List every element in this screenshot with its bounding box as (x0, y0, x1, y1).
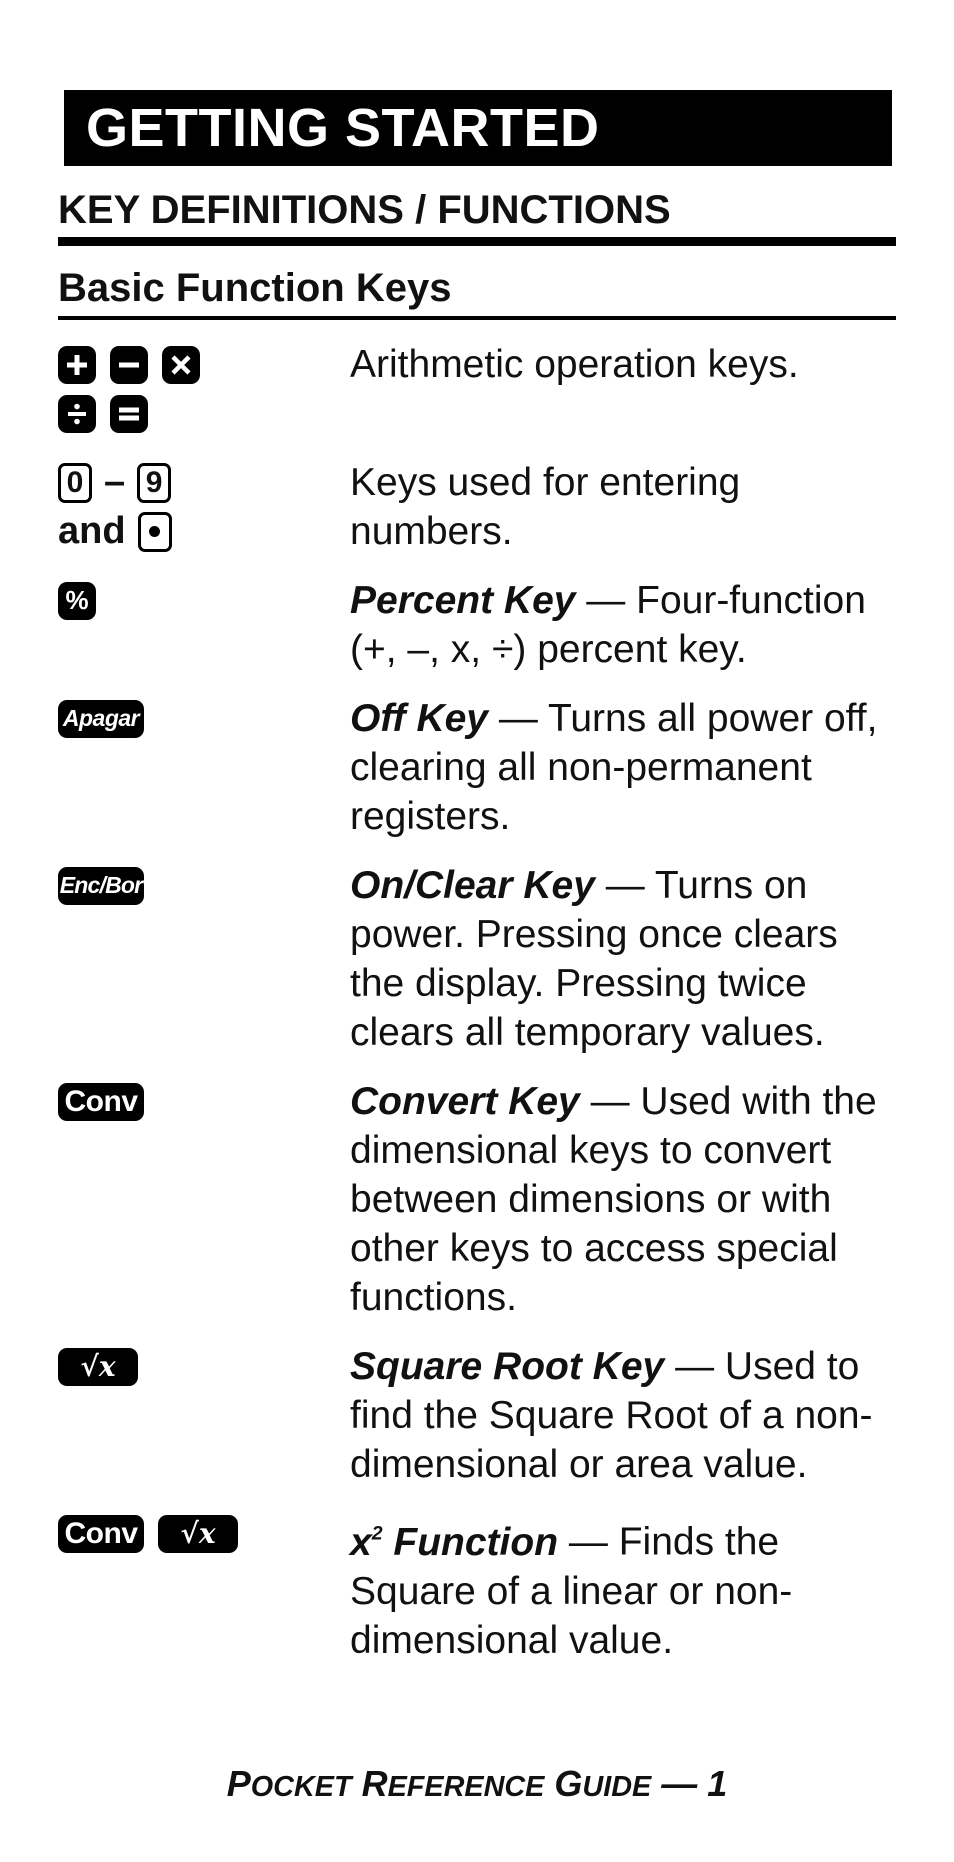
square-root-term: Square Root Key (350, 1345, 665, 1388)
arithmetic-keys (58, 340, 350, 438)
x-squared-description (350, 1509, 898, 1665)
x-squared-term-word: Function (382, 1520, 559, 1564)
convert-term: Convert Key (350, 1080, 580, 1123)
key-definitions-list (58, 340, 898, 1685)
square-root-description (350, 1342, 898, 1489)
page-footer: POCKET REFERENCE GUIDE — 1 (226, 1763, 728, 1804)
entry-arithmetic (58, 340, 898, 438)
entry-off (58, 694, 898, 841)
arithmetic-description: Arithmetic operation keys. (350, 343, 799, 386)
range-dash: – (104, 461, 126, 503)
off-term: Off Key (350, 697, 488, 740)
x-squared-exponent: 2 (371, 1522, 383, 1544)
divide-key-icon (58, 395, 96, 433)
x-squared-text: — Finds the Square of a linear or non-dimensional value. (350, 1520, 793, 1662)
entry-square-root (58, 1342, 898, 1489)
conv-key: Conv (58, 1083, 144, 1121)
section-heading: KEY DEFINITIONS / FUNCTIONS (58, 185, 896, 246)
equals-key-icon (110, 395, 148, 433)
entry-on-clear (58, 861, 898, 1057)
conv-key-combo: Conv (58, 1515, 144, 1553)
and-label: and (58, 510, 126, 552)
number-keys (58, 458, 350, 556)
multiply-key-icon (162, 346, 200, 384)
enc-bor-key: Enc/Bor (58, 867, 144, 905)
square-root-text: — Used to find the Square Root of a non-dimensional or area value. (350, 1345, 873, 1486)
off-text: — Turns all power off, clearing all non-permanent registers. (350, 697, 878, 838)
on-clear-term: On/Clear Key (350, 864, 595, 907)
subsection-heading: Basic Function Keys (58, 264, 896, 320)
entry-x-squared (58, 1509, 898, 1665)
plus-key-icon (58, 346, 96, 384)
numbers-description: Keys used for entering numbers. (350, 461, 741, 553)
sqrt-key-combo: √x (158, 1515, 238, 1553)
decimal-point-key-icon (138, 512, 172, 552)
minus-key-icon (110, 346, 148, 384)
convert-description (350, 1077, 898, 1322)
x-squared-base: x (350, 1520, 372, 1564)
page-title: GETTING STARTED (86, 98, 600, 158)
apagar-key: Apagar (58, 700, 144, 738)
percent-term: Percent Key (350, 579, 576, 622)
convert-text: — Used with the dimensional keys to convert between dimensions or with other keys to access special functions. (350, 1080, 877, 1319)
percent-text: — Four-function (+, –, x, ÷) percent key. (350, 579, 866, 671)
page-number: — 1 (661, 1763, 728, 1804)
x-squared-term (350, 1521, 558, 1564)
on-clear-text: — Turns on power. Pressing once clears the display. Pressing twice clears all temporary values. (350, 864, 838, 1054)
off-description (350, 694, 898, 841)
percent-key: % (58, 582, 96, 620)
entry-convert (58, 1077, 898, 1322)
entry-percent (58, 576, 898, 674)
entry-numbers (58, 458, 898, 556)
sqrt-key: √x (58, 1348, 138, 1386)
page-title-bar (64, 90, 892, 166)
dot-icon (149, 526, 160, 537)
on-clear-description (350, 861, 898, 1057)
digit-zero-key: 0 (58, 463, 92, 503)
digit-nine-key: 9 (137, 463, 171, 503)
percent-description (350, 576, 898, 674)
